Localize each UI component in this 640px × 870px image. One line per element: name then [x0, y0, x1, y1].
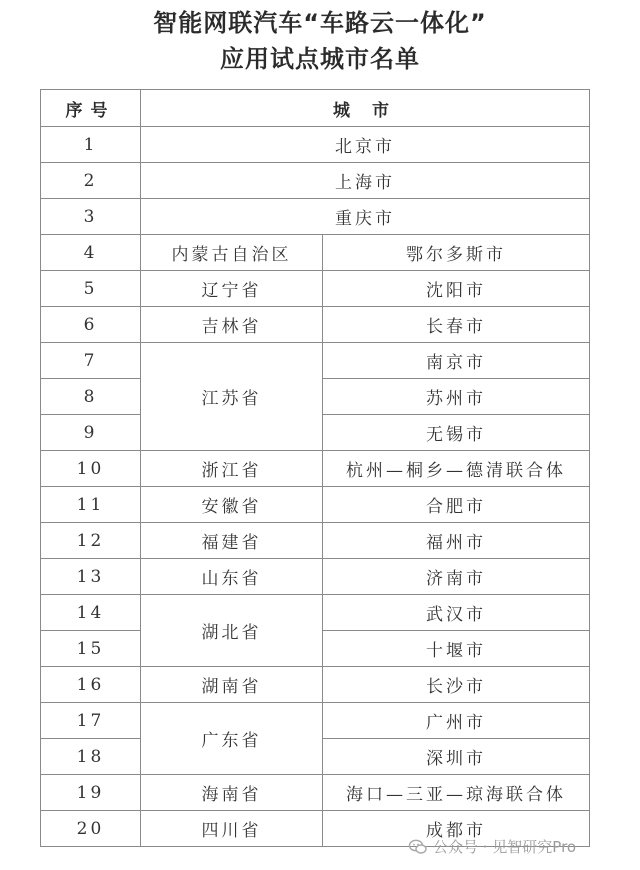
city-cell: 鄂尔多斯市 — [323, 235, 590, 271]
table-row — [41, 163, 590, 199]
table-row — [41, 703, 590, 739]
row-no: 14 — [41, 595, 141, 631]
document-title-line1: 智能网联汽车“车路云一体化” — [153, 9, 487, 37]
city-cell: 武汉市 — [323, 595, 590, 631]
watermark-text: 公众号 · 见智研究Pro — [433, 838, 577, 856]
row-no: 15 — [41, 631, 141, 667]
city-cell: 福州市 — [323, 523, 590, 559]
province-cell: 湖南省 — [141, 667, 323, 703]
table-row — [41, 775, 590, 811]
header-city: 城 市 — [141, 90, 590, 127]
table-header-row — [41, 90, 590, 127]
row-no: 10 — [41, 451, 141, 487]
row-no: 9 — [41, 415, 141, 451]
table-row — [41, 127, 590, 163]
city-cell: 长沙市 — [323, 667, 590, 703]
city-cell: 成都市 — [323, 811, 590, 847]
province-cell: 福建省 — [141, 523, 323, 559]
city-cell: 重庆市 — [141, 199, 590, 235]
city-cell: 北京市 — [141, 127, 590, 163]
city-cell: 海口—三亚—琼海联合体 — [323, 775, 590, 811]
row-no: 11 — [41, 487, 141, 523]
table-row — [41, 343, 590, 379]
province-cell: 安徽省 — [141, 487, 323, 523]
row-no: 4 — [41, 235, 141, 271]
province-cell: 山东省 — [141, 559, 323, 595]
row-no: 12 — [41, 523, 141, 559]
city-cell: 合肥市 — [323, 487, 590, 523]
table-row — [41, 595, 590, 631]
row-no: 20 — [41, 811, 141, 847]
table-row — [41, 559, 590, 595]
city-cell: 无锡市 — [323, 415, 590, 451]
table-row — [41, 199, 590, 235]
table-row — [41, 451, 590, 487]
table-row — [41, 307, 590, 343]
watermark — [408, 836, 576, 857]
city-cell: 南京市 — [323, 343, 590, 379]
city-cell: 广州市 — [323, 703, 590, 739]
row-no: 2 — [41, 163, 141, 199]
row-no: 18 — [41, 739, 141, 775]
row-no: 16 — [41, 667, 141, 703]
header-no: 序号 — [41, 90, 141, 127]
city-cell: 济南市 — [323, 559, 590, 595]
city-cell: 深圳市 — [323, 739, 590, 775]
table-row — [41, 667, 590, 703]
row-no: 1 — [41, 127, 141, 163]
row-no: 7 — [41, 343, 141, 379]
row-no: 19 — [41, 775, 141, 811]
row-no: 13 — [41, 559, 141, 595]
province-cell: 浙江省 — [141, 451, 323, 487]
table-row — [41, 487, 590, 523]
table-row — [41, 271, 590, 307]
province-cell: 海南省 — [141, 775, 323, 811]
province-cell: 内蒙古自治区 — [141, 235, 323, 271]
province-cell: 江苏省 — [141, 343, 323, 451]
row-no: 5 — [41, 271, 141, 307]
row-no: 17 — [41, 703, 141, 739]
city-cell: 苏州市 — [323, 379, 590, 415]
province-cell: 四川省 — [141, 811, 323, 847]
city-cell: 杭州—桐乡—德清联合体 — [323, 451, 590, 487]
province-cell: 辽宁省 — [141, 271, 323, 307]
document-title-line2: 应用试点城市名单 — [220, 45, 420, 73]
province-cell: 广东省 — [141, 703, 323, 775]
row-no: 3 — [41, 199, 141, 235]
pilot-city-table — [40, 89, 590, 847]
city-cell: 上海市 — [141, 163, 590, 199]
city-cell: 沈阳市 — [323, 271, 590, 307]
province-cell: 吉林省 — [141, 307, 323, 343]
city-cell: 长春市 — [323, 307, 590, 343]
table-row — [41, 235, 590, 271]
province-cell: 湖北省 — [141, 595, 323, 667]
row-no: 8 — [41, 379, 141, 415]
table-row — [41, 523, 590, 559]
row-no: 6 — [41, 307, 141, 343]
city-cell: 十堰市 — [323, 631, 590, 667]
wechat-icon — [408, 837, 428, 857]
